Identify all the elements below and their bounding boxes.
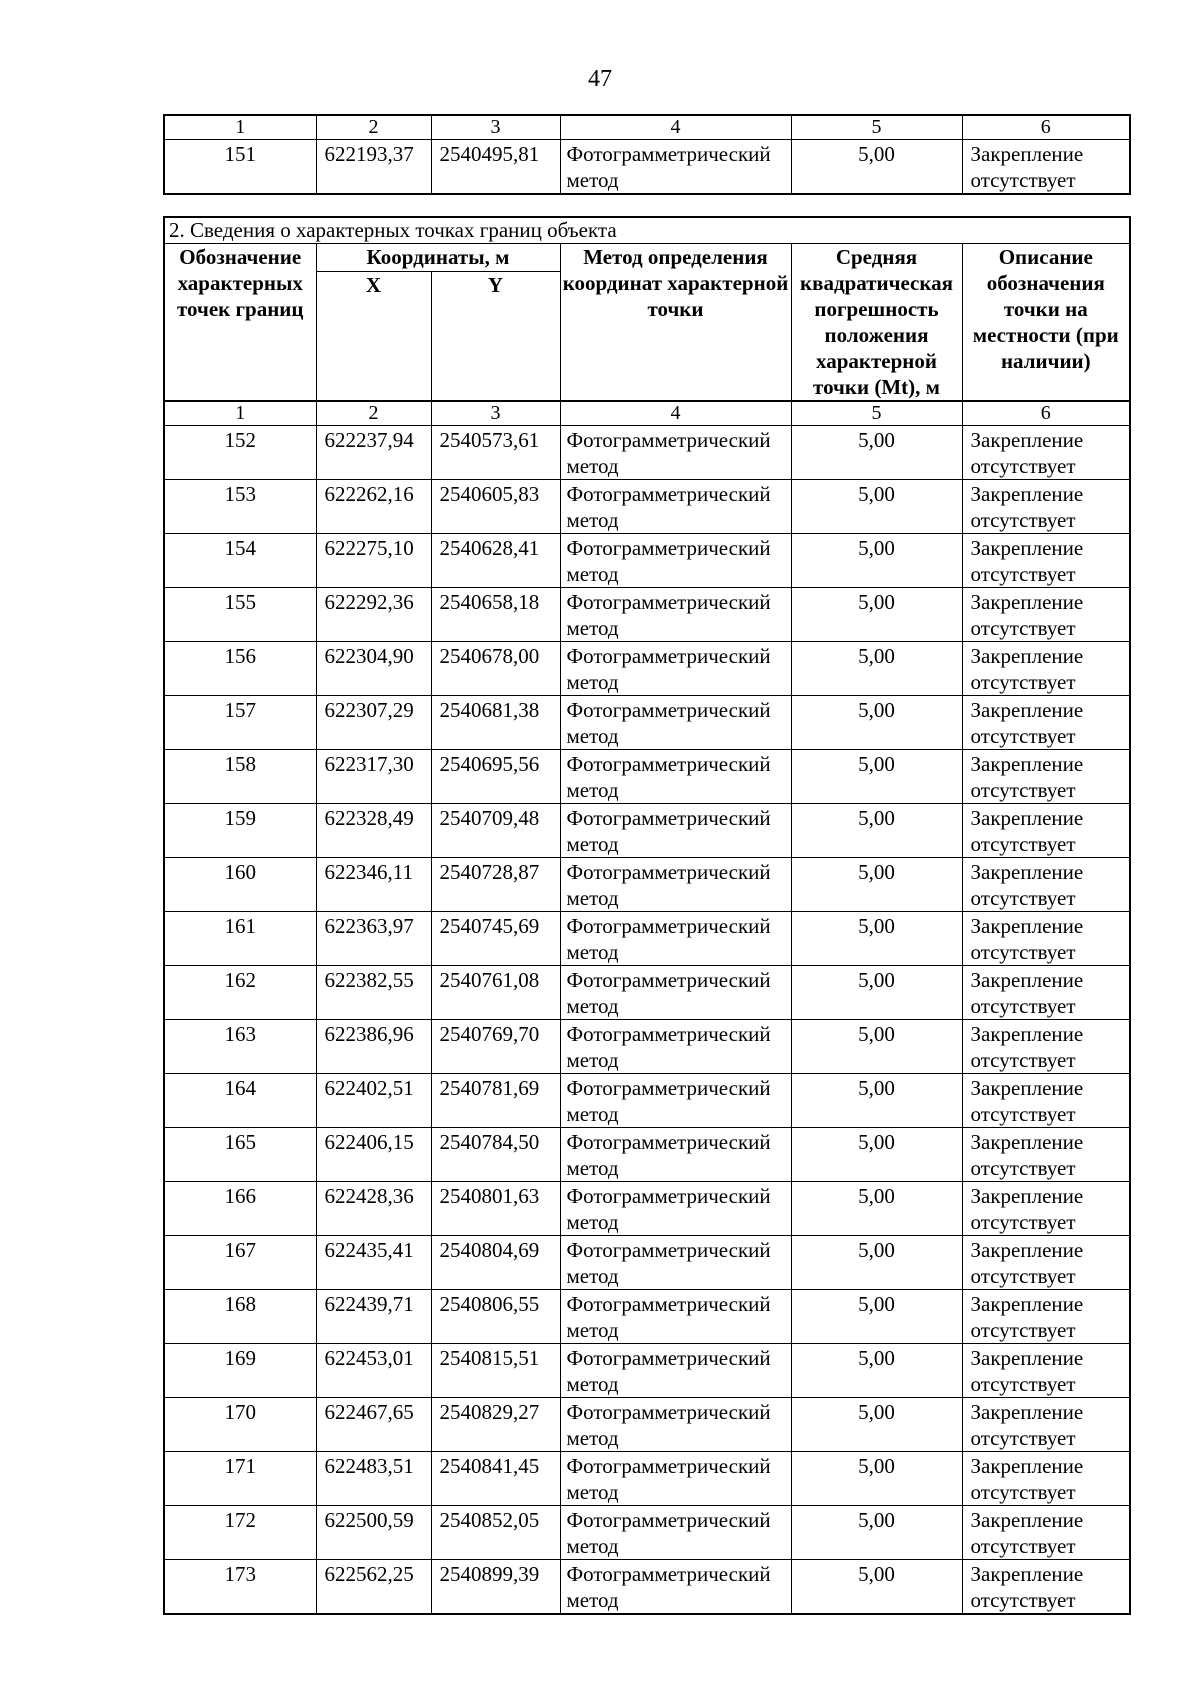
cell-mt: 5,00: [791, 480, 962, 534]
table-row: [164, 1290, 1130, 1344]
header-desc: Описание обозначения точки на местности (при наличии): [962, 244, 1130, 402]
cell-method: Фотограмметрический метод: [560, 1506, 791, 1560]
cell-x: 622193,37: [316, 140, 431, 195]
column-number: 4: [560, 115, 791, 140]
table-row: [164, 480, 1130, 534]
cell-x: 622363,97: [316, 912, 431, 966]
table-row: [164, 642, 1130, 696]
table-row: [164, 1182, 1130, 1236]
cell-x: 622453,01: [316, 1344, 431, 1398]
cell-y: 2540605,83: [431, 480, 560, 534]
cell-mt: 5,00: [791, 750, 962, 804]
column-number: 2: [316, 115, 431, 140]
cell-y: 2540841,45: [431, 1452, 560, 1506]
cell-desc: Закрепление отсутствует: [962, 1182, 1130, 1236]
cell-method: Фотограмметрический метод: [560, 480, 791, 534]
cell-x: 622406,15: [316, 1128, 431, 1182]
cell-method: Фотограмметрический метод: [560, 588, 791, 642]
cell-point: 166: [164, 1182, 316, 1236]
column-number: 6: [962, 401, 1130, 426]
cell-point: 154: [164, 534, 316, 588]
column-number: 6: [962, 115, 1130, 140]
cell-x: 622237,94: [316, 426, 431, 480]
cell-desc: Закрепление отсутствует: [962, 966, 1130, 1020]
cell-mt: 5,00: [791, 1506, 962, 1560]
table-row: [164, 1236, 1130, 1290]
table-row: [164, 804, 1130, 858]
header-x: X: [316, 272, 431, 402]
cell-y: 2540495,81: [431, 140, 560, 195]
cell-x: 622262,16: [316, 480, 431, 534]
cell-desc: Закрепление отсутствует: [962, 140, 1130, 195]
table-row: [164, 1344, 1130, 1398]
table-row: [164, 140, 1130, 195]
table-row: [164, 912, 1130, 966]
cell-point: 157: [164, 696, 316, 750]
cell-desc: Закрепление отсутствует: [962, 1074, 1130, 1128]
cell-method: Фотограмметрический метод: [560, 696, 791, 750]
cell-desc: Закрепление отсутствует: [962, 1128, 1130, 1182]
cell-point: 170: [164, 1398, 316, 1452]
cell-x: 622307,29: [316, 696, 431, 750]
table-row: [164, 1074, 1130, 1128]
cell-y: 2540628,41: [431, 534, 560, 588]
cell-y: 2540781,69: [431, 1074, 560, 1128]
cell-x: 622500,59: [316, 1506, 431, 1560]
cell-mt: 5,00: [791, 1344, 962, 1398]
table-row: [164, 1506, 1130, 1560]
cell-x: 622292,36: [316, 588, 431, 642]
cell-x: 622467,65: [316, 1398, 431, 1452]
cell-mt: 5,00: [791, 966, 962, 1020]
cell-y: 2540899,39: [431, 1560, 560, 1615]
cell-desc: Закрепление отсутствует: [962, 426, 1130, 480]
header-coords: Координаты, м: [316, 244, 560, 272]
cell-method: Фотограмметрический метод: [560, 1344, 791, 1398]
cell-method: Фотограмметрический метод: [560, 1020, 791, 1074]
cell-point: 160: [164, 858, 316, 912]
cell-mt: 5,00: [791, 140, 962, 195]
cell-y: 2540769,70: [431, 1020, 560, 1074]
page-number: 47: [588, 66, 612, 92]
section-caption: 2. Сведения о характерных точках границ объекта: [164, 217, 1130, 244]
cell-method: Фотограмметрический метод: [560, 1452, 791, 1506]
cell-y: 2540806,55: [431, 1290, 560, 1344]
continuation-table: [163, 114, 1131, 195]
cell-desc: Закрепление отсутствует: [962, 588, 1130, 642]
cell-y: 2540761,08: [431, 966, 560, 1020]
column-number: 2: [316, 401, 431, 426]
cell-mt: 5,00: [791, 1128, 962, 1182]
cell-y: 2540852,05: [431, 1506, 560, 1560]
cell-point: 155: [164, 588, 316, 642]
cell-point: 161: [164, 912, 316, 966]
cell-mt: 5,00: [791, 1290, 962, 1344]
cell-y: 2540801,63: [431, 1182, 560, 1236]
header-y: Y: [431, 272, 560, 402]
column-number: 1: [164, 401, 316, 426]
cell-x: 622562,25: [316, 1560, 431, 1615]
cell-method: Фотограмметрический метод: [560, 1290, 791, 1344]
cell-x: 622304,90: [316, 642, 431, 696]
cell-x: 622328,49: [316, 804, 431, 858]
header-point: Обозначение характерных точек границ: [164, 244, 316, 402]
column-number-row: [164, 401, 1130, 426]
cell-point: 167: [164, 1236, 316, 1290]
table-row: [164, 426, 1130, 480]
cell-point: 151: [164, 140, 316, 195]
cell-y: 2540745,69: [431, 912, 560, 966]
table-row: [164, 1398, 1130, 1452]
cell-x: 622435,41: [316, 1236, 431, 1290]
table-row: [164, 588, 1130, 642]
cell-y: 2540709,48: [431, 804, 560, 858]
cell-desc: Закрепление отсутствует: [962, 804, 1130, 858]
cell-mt: 5,00: [791, 1452, 962, 1506]
cell-point: 152: [164, 426, 316, 480]
cell-method: Фотограмметрический метод: [560, 858, 791, 912]
cell-x: 622483,51: [316, 1452, 431, 1506]
boundary-points-table: [163, 400, 1131, 1615]
header-mt: Средняя квадратическая погрешность положения характерной точки (Mt), м: [791, 244, 962, 402]
header-method: Метод определения координат характерной точки: [560, 244, 791, 402]
cell-y: 2540728,87: [431, 858, 560, 912]
cell-point: 172: [164, 1506, 316, 1560]
cell-mt: 5,00: [791, 642, 962, 696]
column-number: 4: [560, 401, 791, 426]
cell-method: Фотограмметрический метод: [560, 642, 791, 696]
cell-method: Фотограмметрический метод: [560, 1128, 791, 1182]
table-row: [164, 696, 1130, 750]
column-number: 5: [791, 401, 962, 426]
table-row: [164, 534, 1130, 588]
cell-method: Фотограмметрический метод: [560, 966, 791, 1020]
cell-point: 159: [164, 804, 316, 858]
cell-desc: Закрепление отсутствует: [962, 696, 1130, 750]
cell-method: Фотограмметрический метод: [560, 426, 791, 480]
cell-mt: 5,00: [791, 1236, 962, 1290]
cell-x: 622346,11: [316, 858, 431, 912]
cell-x: 622382,55: [316, 966, 431, 1020]
cell-y: 2540658,18: [431, 588, 560, 642]
cell-x: 622386,96: [316, 1020, 431, 1074]
column-number: 3: [431, 115, 560, 140]
table-row: [164, 858, 1130, 912]
table-row: [164, 1452, 1130, 1506]
cell-point: 153: [164, 480, 316, 534]
section-caption-row: [164, 217, 1130, 244]
table-row: [164, 750, 1130, 804]
cell-desc: Закрепление отсутствует: [962, 1344, 1130, 1398]
cell-mt: 5,00: [791, 696, 962, 750]
cell-desc: Закрепление отсутствует: [962, 1290, 1130, 1344]
cell-point: 165: [164, 1128, 316, 1182]
cell-desc: Закрепление отсутствует: [962, 1506, 1130, 1560]
cell-mt: 5,00: [791, 1074, 962, 1128]
cell-desc: Закрепление отсутствует: [962, 1236, 1130, 1290]
cell-desc: Закрепление отсутствует: [962, 534, 1130, 588]
cell-mt: 5,00: [791, 588, 962, 642]
cell-point: 164: [164, 1074, 316, 1128]
cell-desc: Закрепление отсутствует: [962, 1560, 1130, 1615]
column-number: 1: [164, 115, 316, 140]
cell-desc: Закрепление отсутствует: [962, 480, 1130, 534]
cell-point: 162: [164, 966, 316, 1020]
cell-y: 2540784,50: [431, 1128, 560, 1182]
cell-y: 2540695,56: [431, 750, 560, 804]
table-row: [164, 966, 1130, 1020]
cell-mt: 5,00: [791, 1020, 962, 1074]
cell-y: 2540815,51: [431, 1344, 560, 1398]
cell-mt: 5,00: [791, 858, 962, 912]
table-row: [164, 1128, 1130, 1182]
cell-mt: 5,00: [791, 1398, 962, 1452]
cell-x: 622275,10: [316, 534, 431, 588]
column-number-row: [164, 115, 1130, 140]
cell-x: 622439,71: [316, 1290, 431, 1344]
cell-point: 168: [164, 1290, 316, 1344]
cell-y: 2540804,69: [431, 1236, 560, 1290]
cell-method: Фотограмметрический метод: [560, 750, 791, 804]
cell-mt: 5,00: [791, 1560, 962, 1615]
cell-point: 173: [164, 1560, 316, 1615]
cell-point: 171: [164, 1452, 316, 1506]
cell-desc: Закрепление отсутствует: [962, 1398, 1130, 1452]
boundary-points-header-table: [163, 216, 1131, 402]
cell-x: 622317,30: [316, 750, 431, 804]
cell-desc: Закрепление отсутствует: [962, 1452, 1130, 1506]
cell-point: 156: [164, 642, 316, 696]
cell-y: 2540681,38: [431, 696, 560, 750]
cell-mt: 5,00: [791, 426, 962, 480]
cell-desc: Закрепление отсутствует: [962, 912, 1130, 966]
cell-y: 2540678,00: [431, 642, 560, 696]
table-row: [164, 1560, 1130, 1615]
cell-x: 622402,51: [316, 1074, 431, 1128]
cell-mt: 5,00: [791, 534, 962, 588]
cell-desc: Закрепление отсутствует: [962, 642, 1130, 696]
cell-mt: 5,00: [791, 1182, 962, 1236]
cell-method: Фотограмметрический метод: [560, 1236, 791, 1290]
cell-mt: 5,00: [791, 804, 962, 858]
cell-method: Фотограмметрический метод: [560, 912, 791, 966]
cell-y: 2540829,27: [431, 1398, 560, 1452]
header-row: [164, 244, 1130, 272]
cell-point: 169: [164, 1344, 316, 1398]
cell-point: 163: [164, 1020, 316, 1074]
cell-point: 158: [164, 750, 316, 804]
cell-method: Фотограмметрический метод: [560, 140, 791, 195]
cell-method: Фотограмметрический метод: [560, 1398, 791, 1452]
cell-y: 2540573,61: [431, 426, 560, 480]
column-number: 5: [791, 115, 962, 140]
table-row: [164, 1020, 1130, 1074]
column-number: 3: [431, 401, 560, 426]
cell-desc: Закрепление отсутствует: [962, 750, 1130, 804]
cell-method: Фотограмметрический метод: [560, 1560, 791, 1615]
cell-desc: Закрепление отсутствует: [962, 858, 1130, 912]
cell-desc: Закрепление отсутствует: [962, 1020, 1130, 1074]
cell-method: Фотограмметрический метод: [560, 1182, 791, 1236]
cell-method: Фотограмметрический метод: [560, 1074, 791, 1128]
cell-method: Фотограмметрический метод: [560, 804, 791, 858]
cell-method: Фотограмметрический метод: [560, 534, 791, 588]
cell-x: 622428,36: [316, 1182, 431, 1236]
cell-mt: 5,00: [791, 912, 962, 966]
